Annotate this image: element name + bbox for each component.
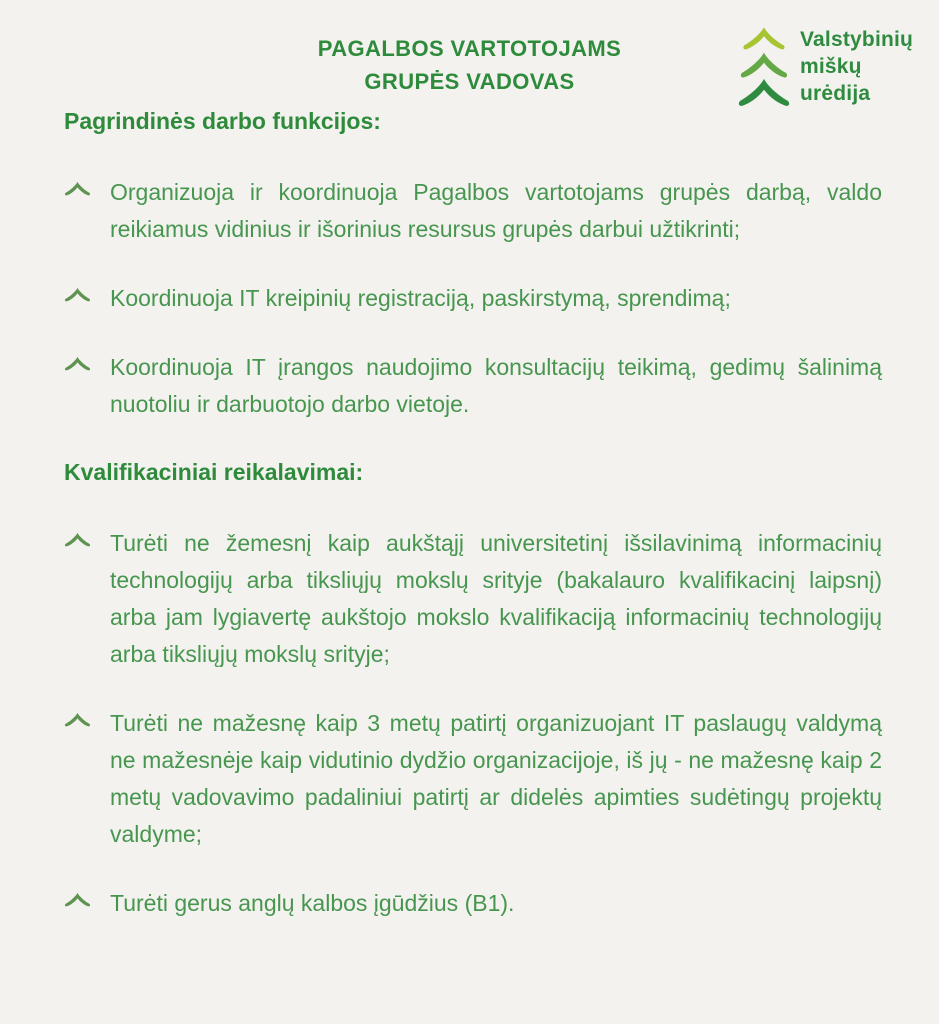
tree-branch-bullet-icon xyxy=(64,280,110,303)
list-item-text: Organizuoja ir koordinuoja Pagalbos vartotojams grupės darbą, valdo reikiamus vidinius ir išorinius resursus grupės darbui užtikrinti; xyxy=(110,179,882,242)
list-item-text: Turėti gerus anglų kalbos įgūdžius (B1). xyxy=(110,890,515,916)
org-logo-text xyxy=(800,22,913,107)
functions-list xyxy=(64,174,882,423)
list-item-text: Turėti ne žemesnį kaip aukštąjį universitetinį išsilavinimą informacinių technologijų arba tiksliųjų mokslų srityje (bakalauro kvalifikacinį laipsnį) arba jam lygiavertę aukštojo mokslo kvalifikaciją informacinių technologijų arba tiksliųjų mokslų srityje; xyxy=(110,530,882,667)
tree-branch-bullet-icon xyxy=(64,885,110,908)
section-heading-qualifications: Kvalifikaciniai reikalavimai: xyxy=(64,459,364,485)
list-item xyxy=(64,525,882,673)
tree-branch-bullet-icon xyxy=(64,349,110,372)
list-item-text: Koordinuoja IT įrangos naudojimo konsultacijų teikimą, gedimų šalinimą nuotoliu ir darbuotojo darbo vietoje. xyxy=(110,354,882,417)
list-item xyxy=(64,349,882,423)
tree-branch-bullet-icon xyxy=(64,705,110,728)
spruce-tree-logo-icon xyxy=(737,22,791,112)
org-logo xyxy=(737,22,913,112)
document-content xyxy=(64,104,882,954)
list-item xyxy=(64,885,882,922)
list-item xyxy=(64,280,882,317)
qualifications-list xyxy=(64,525,882,922)
org-logo-text-line-1: Valstybinių xyxy=(800,28,914,51)
list-item xyxy=(64,174,882,248)
org-logo-text-line-2: miškų xyxy=(800,55,862,78)
page-title-line-1: PAGALBOS VARTOTOJAMS xyxy=(317,36,622,61)
tree-branch-bullet-icon xyxy=(64,174,110,197)
page-title-line-2: GRUPĖS VADOVAS xyxy=(364,69,575,94)
list-item-text: Turėti ne mažesnę kaip 3 metų patirtį organizuojant IT paslaugų valdymą ne mažesnėje kaip vidutinio dydžio organizacijoje, iš jų - ne mažesnę kaip 2 metų vadovavimo padaliniui patirtį ar didelės apimties sudėtingų projektų valdyme; xyxy=(110,710,882,847)
tree-branch-bullet-icon xyxy=(64,525,110,548)
section-heading-functions: Pagrindinės darbo funkcijos: xyxy=(64,108,381,134)
org-logo-text-line-3: urėdija xyxy=(800,82,871,105)
list-item-text: Koordinuoja IT kreipinių registraciją, paskirstymą, sprendimą; xyxy=(110,285,731,311)
list-item xyxy=(64,705,882,853)
